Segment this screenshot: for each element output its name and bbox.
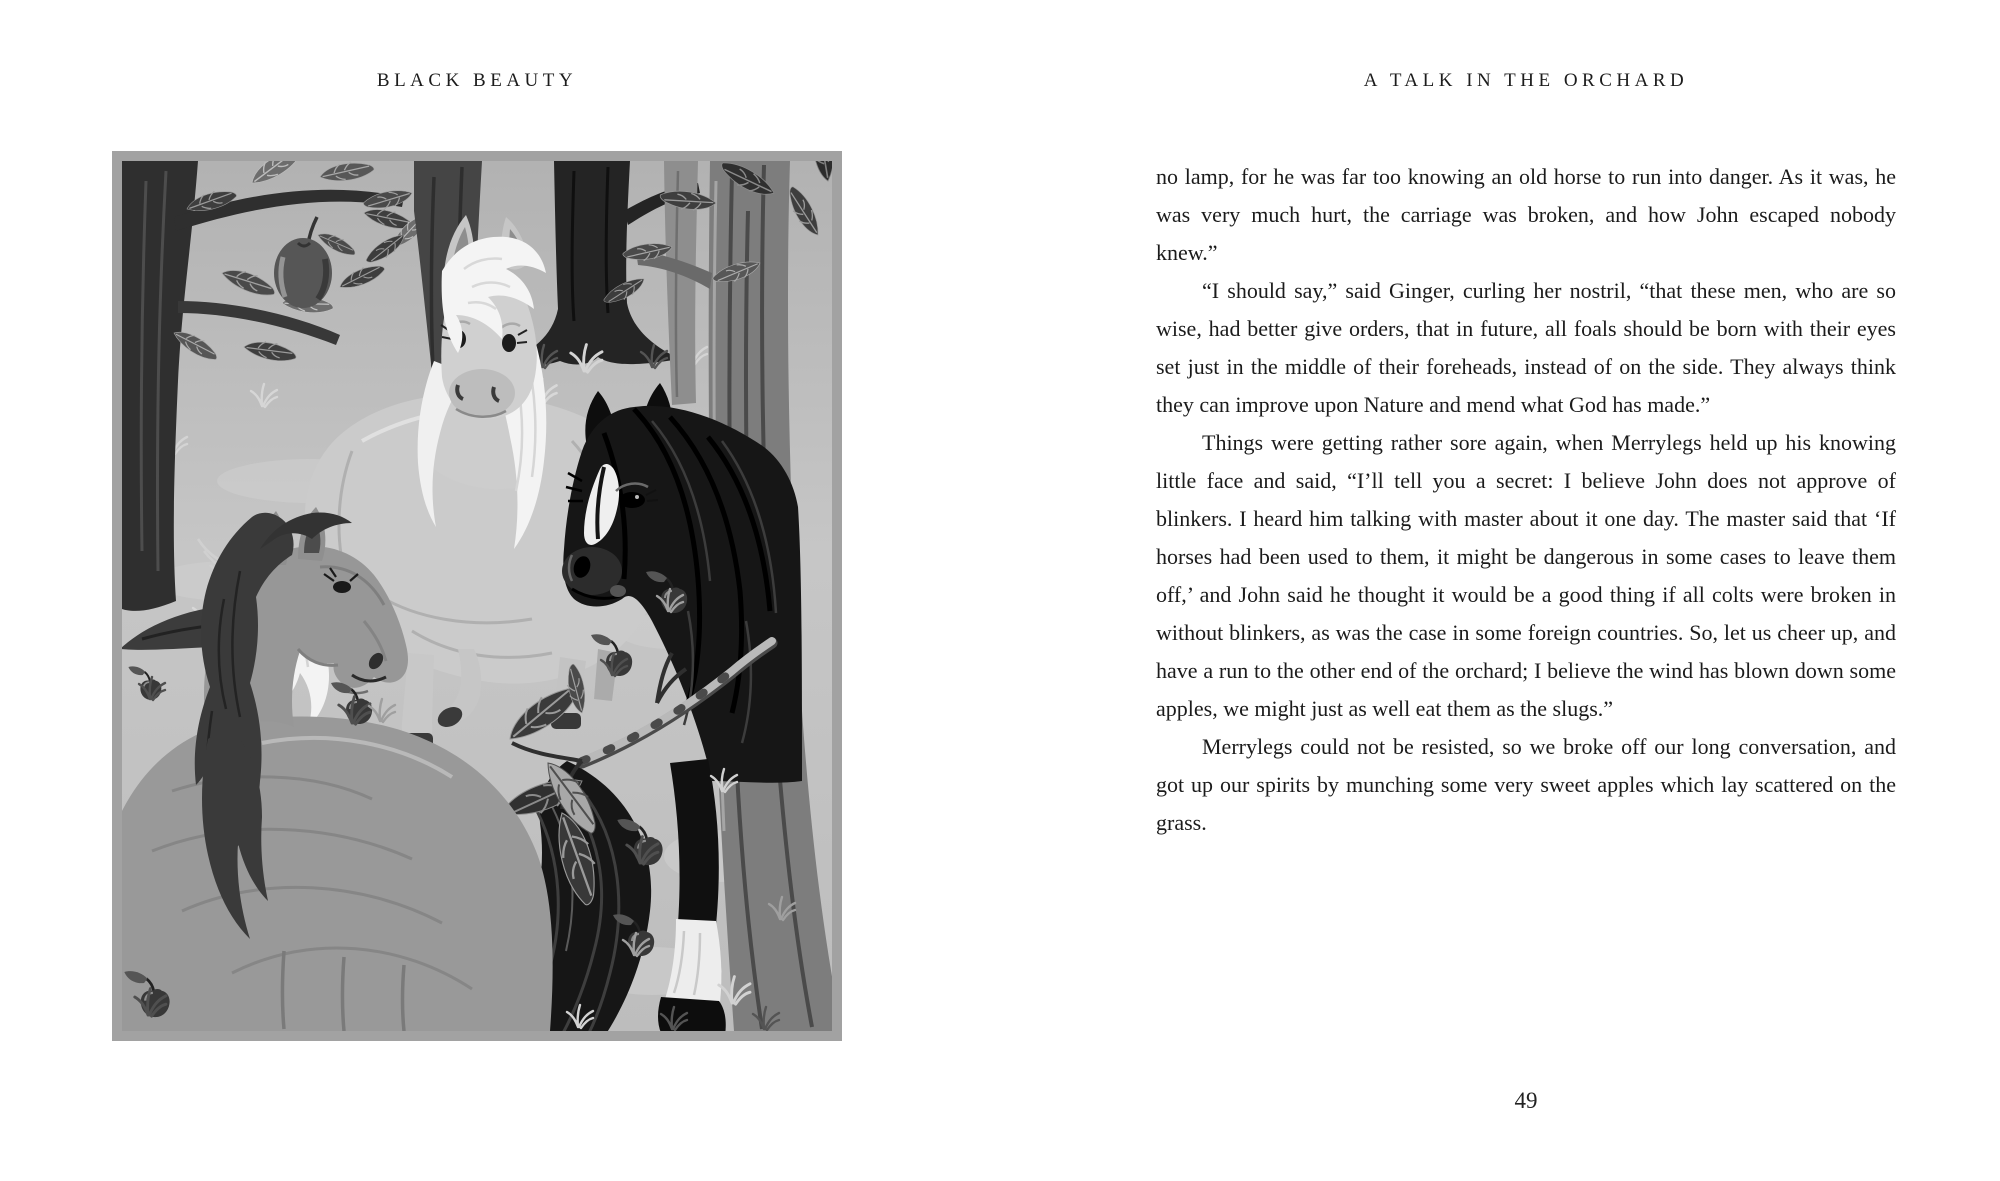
running-header-left: BLACK BEAUTY xyxy=(376,70,578,91)
running-header-right: A TALK IN THE ORCHARD xyxy=(1363,70,1689,91)
orchard-illustration xyxy=(112,151,842,1041)
body-paragraph: Merrylegs could not be resisted, so we broke off our long conversation, and got up our spirits by munching some very sweet apples which lay scattered on the grass. xyxy=(1156,734,1896,835)
body-paragraph: no lamp, for he was far too knowing an old horse to run into danger. As it was, he was very much hurt, the carriage was broken, and how John escaped nobody knew.” xyxy=(1156,164,1896,265)
body-paragraph: Things were getting rather sore again, when Merrylegs held up his knowing little face and said, “I’ll tell you a secret: I believe John does not approve of blinkers. I heard him talking with master about it one day. The master said that ‘If horses had been used to them, it might be dangerous in some cases to leave them off,’ and John said he thought it would be a good thing if all colts were broken in without blinkers, as was the case in some foreign countries. So, let us cheer up, and have a run to the other end of the orchard; I believe the wind has blown down some apples, we might just as well eat them as the slugs.” xyxy=(1156,430,1896,721)
black-horse-hoof xyxy=(658,997,726,1035)
orchard-illustration-svg xyxy=(112,151,842,1041)
body-paragraph: “I should say,” said Ginger, curling her nostril, “that these men, who are so wise, had better give orders, that in future, all foals should be born with their eyes set just in the middle of their foreheads, instead of on the side. They always think they can improve upon Nature and mend what God has made.” xyxy=(1156,278,1896,417)
body-text-column xyxy=(1156,158,1896,842)
page-number: 49 xyxy=(1514,1088,1538,1113)
